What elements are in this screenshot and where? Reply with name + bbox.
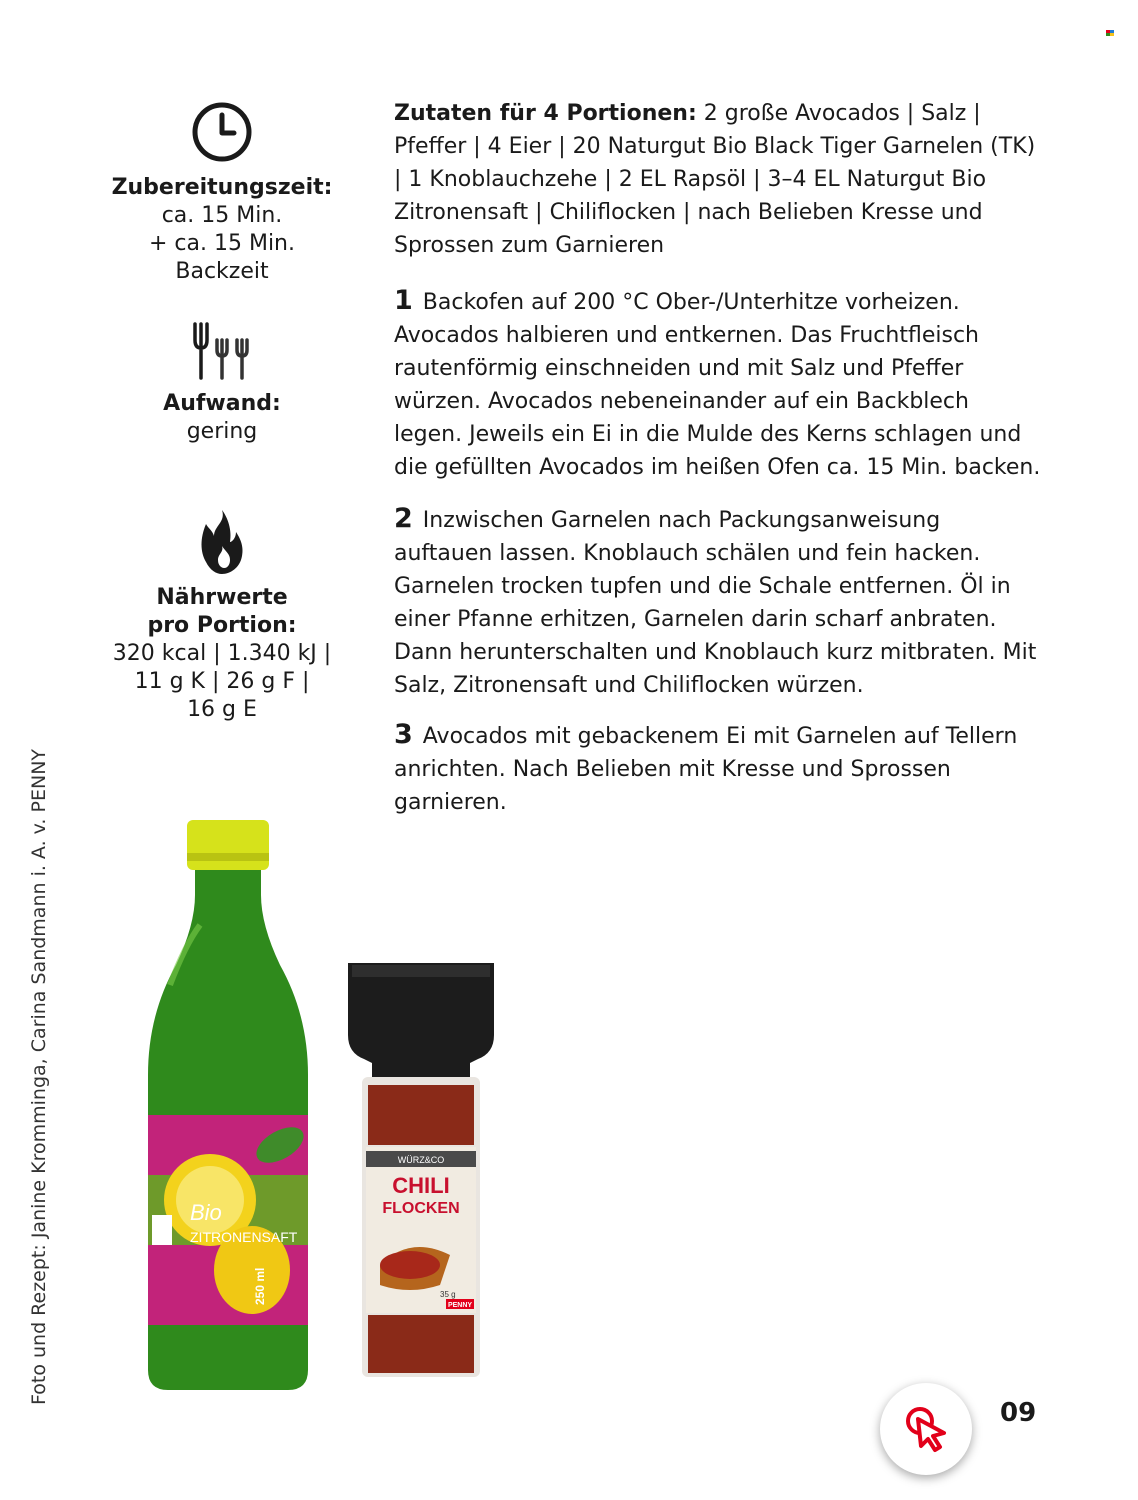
clock-icon	[100, 100, 344, 164]
prep-time-value: ca. 15 Min.	[161, 203, 283, 228]
lemon-volume: 250 ml	[253, 1267, 267, 1305]
page-number: 09	[1000, 1398, 1037, 1428]
step-number: 1	[394, 285, 413, 316]
ingredients-heading: Zutaten für 4 Portionen:	[394, 101, 697, 126]
step-number: 3	[394, 719, 413, 750]
interactive-badge[interactable]	[880, 1383, 972, 1475]
step-item	[394, 718, 1044, 819]
ingredients-list: 2 große Avocados | Salz | Pfeffer | 4 Eier | 20 Naturgut Bio Black Tiger Garnelen (TK) | 1 Knoblauchzehe | 2 EL Rapsöl | 3–4 EL Naturgut Bio Zitronensaft | Chiliflocken | nach Belieben Kresse und Sprossen zum Garnieren	[394, 101, 1036, 258]
chili-title-1: CHILI	[392, 1173, 450, 1198]
effort-label: Aufwand:	[163, 391, 281, 416]
nutrition-macros: 11 g K | 26 g F |	[134, 669, 310, 694]
prep-time-block	[100, 100, 344, 286]
product-photos	[140, 815, 520, 1395]
flame-icon	[100, 508, 344, 576]
nutrition-label: Nährwerte	[156, 585, 288, 610]
photo-credit: Foto und Rezept: Janine Kromminga, Carina Sandmann i. A. v. PENNY	[28, 748, 50, 1405]
step-text: Backofen auf 200 °C Ober-/Unterhitze vorheizen. Avocados halbieren und entkernen. Das Fruchtfleisch rautenförmig einschneiden und mit Salz und Pfeffer würzen. Avocados nebeneinander auf ein Backblech legen. Jeweils ein Ei in die Mulde des Kerns schlagen und die gefüllten Avocados im heißen Ofen ca. 15 Min. backen.	[394, 290, 1041, 480]
chili-grinder	[348, 963, 494, 1377]
lemon-label-name: ZITRONENSAFT	[190, 1229, 298, 1245]
chili-title-2: FLOCKEN	[382, 1200, 460, 1217]
color-marker	[1106, 30, 1114, 36]
step-number: 2	[394, 503, 413, 534]
fork-icon	[100, 320, 344, 382]
ingredients-paragraph	[394, 97, 1044, 262]
nutrition-energy: 320 kcal | 1.340 kJ |	[112, 641, 332, 666]
nutrition-protein: 16 g E	[187, 697, 257, 722]
chili-store: PENNY	[447, 1302, 473, 1309]
lemon-juice-bottle	[148, 820, 310, 1390]
cursor-icon	[896, 1399, 956, 1459]
lemon-label-bio: Bio	[190, 1200, 222, 1225]
step-text: Avocados mit gebackenem Ei mit Garnelen auf Tellern anrichten. Nach Belieben mit Kresse und Sprossen garnieren.	[394, 724, 1018, 815]
effort-block	[100, 320, 344, 446]
chili-weight: 35 g	[440, 1290, 456, 1299]
effort-value: gering	[186, 419, 258, 444]
nutrition-block	[100, 508, 344, 724]
nutrition-sublabel: pro Portion:	[147, 613, 297, 638]
prep-time-label: Zubereitungszeit:	[111, 175, 333, 200]
step-item	[394, 284, 1044, 484]
step-text: Inzwischen Garnelen nach Packungsanweisung auftauen lassen. Knoblauch schälen und fein hacken. Garnelen trocken tupfen und die Schale entfernen. Öl in einer Pfanne erhitzen, Garnelen darin scharf anbraten. Dann herunterschalten und Knoblauch kurz mitbraten. Mit Salz, Zitronensaft und Chiliflocken würzen.	[394, 508, 1037, 698]
bake-time-value: + ca. 15 Min. Backzeit	[148, 231, 295, 284]
chili-brand: WÜRZ&CO	[397, 1155, 445, 1165]
step-item	[394, 502, 1044, 702]
